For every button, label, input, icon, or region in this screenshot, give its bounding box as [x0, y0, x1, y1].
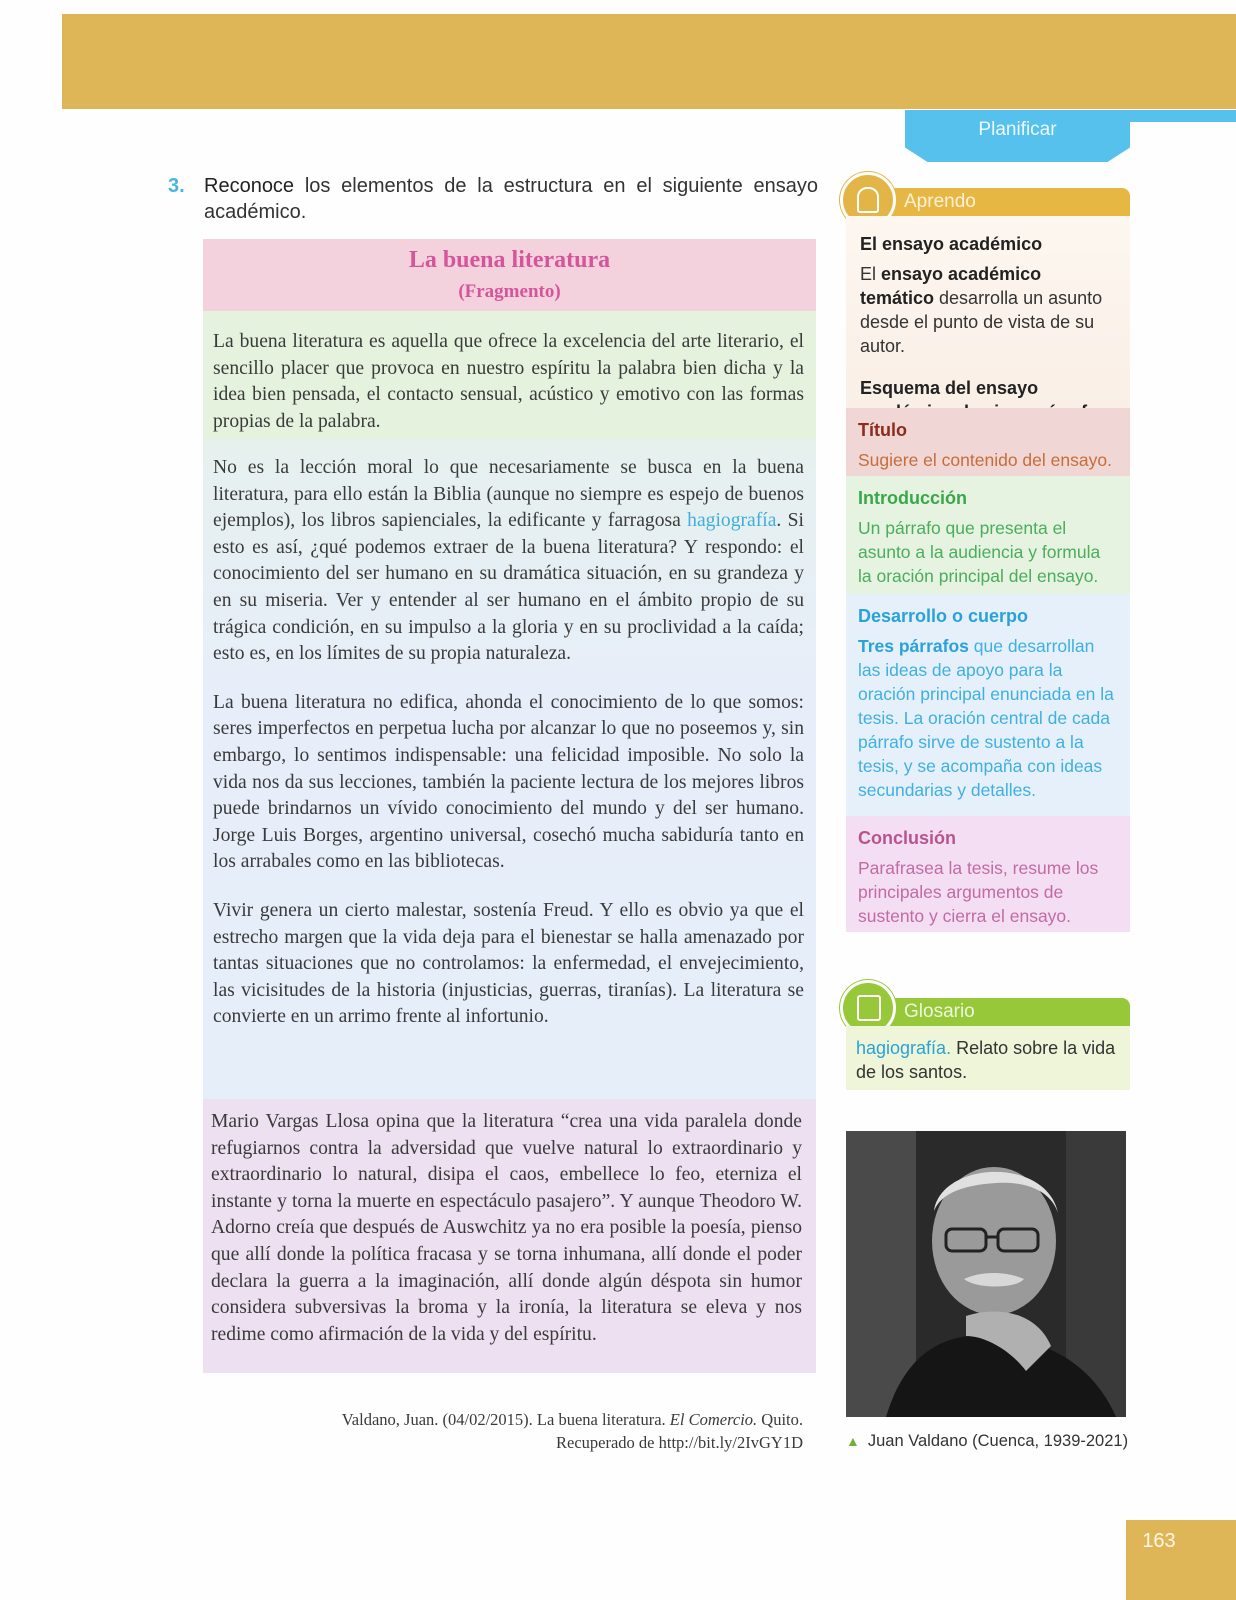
glosario-label: Glosario [904, 1001, 975, 1022]
exercise-instruction [168, 173, 818, 225]
glosario-box [846, 1026, 1130, 1090]
tab-strip [1130, 110, 1236, 122]
exercise-rest: los elementos de la estructura en el siguiente ensayo académico. [204, 175, 818, 223]
scheme-titulo [846, 408, 1130, 476]
page-number: 163 [1142, 1530, 1176, 1552]
photo-caption-text: Juan Valdano (Cuenca, 1939-2021) [867, 1432, 1129, 1450]
citation-city: Quito. [757, 1410, 803, 1429]
aprendo-heading: El ensayo académico [860, 234, 1043, 254]
citation-author: Valdano, Juan. (04/02/2015). La buena literatura. [341, 1410, 670, 1429]
essay-introduction-block [203, 311, 816, 439]
body1-text-a: No es la lección moral lo que necesariamente se busca en la buena literatura, para ello están la Biblia (aunque no siempre es espejo de buenos ejemplos), los libros sapienciales, la edificante y farragosa [213, 457, 804, 532]
exercise-verb: Reconoce [204, 175, 295, 197]
tab-planificar-label: Planificar [978, 119, 1057, 140]
essay-citation [203, 1408, 803, 1454]
scheme-conclusion [846, 816, 1130, 932]
citation-source: El Comercio. [669, 1410, 758, 1429]
scheme-introduccion-heading: Introducción [858, 488, 967, 508]
essay-body-paragraph-3: Vivir genera un cierto malestar, sostenía Freud. Y ello es obvio ya que el estrecho margen que la vida deja para el bienestar se halla amenazado por tantas situaciones que no controlamos: la enfermedad, el envejecimiento, las vicisitudes de la historia (injusticias, guerras, tiranías). La literatura se convierte en un arrimo frente al infortunio. [213, 899, 804, 1028]
citation-line-1 [203, 1408, 803, 1431]
scheme-introduccion-text: Un párrafo que presenta el asunto a la audiencia y formula la oración principal del ensayo. [858, 518, 1101, 586]
body1-text-b: . Si esto es así, ¿qué podemos extraer de la buena literatura? Y respondo: el conocimiento del ser humano en su dramática situación, en su grandeza y en su miseria. Ver y entender al ser humano en el ámbito propio de su trágica condición, en su impulso a la gloria y en su proclividad a la caída; esto es, en los límites de su propia naturaleza. [213, 510, 804, 665]
aprendo-text-bold: ensayo académico temático [860, 264, 1042, 308]
aprendo-text-prefix: El [860, 264, 882, 284]
glossary-term-link[interactable]: hagiografía [687, 510, 777, 532]
header-band [62, 14, 1236, 109]
glosario-definition: Relato sobre la vida de los santos. [856, 1038, 1116, 1082]
scheme-desarrollo-bold: Tres párrafos [858, 636, 969, 656]
essay [203, 239, 816, 1373]
aprendo-box [846, 216, 1130, 408]
photo-caption [846, 1432, 1128, 1451]
aprendo-text [860, 262, 1118, 358]
scheme-desarrollo-text [858, 634, 1118, 802]
essay-title: La buena literatura [408, 247, 611, 273]
author-photo [846, 1131, 1126, 1417]
scheme-heading: Esquema del ensayo [860, 378, 1039, 398]
exercise-text [204, 173, 818, 225]
essay-conclusion: Mario Vargas Llosa opina que la literatura “crea una vida paralela donde refugiarnos contra la adversidad que vuelve natural lo extraordinario y extraordinario lo natural, disipa el caos, embellece lo feo, eterniza el instante y torna la muerte en espectáculo pasajero”. Y aunque Theodoro W. Adorno creía que después de Auswchitz ya no era posible la poesía, pienso que allí donde la política fracasa y se torna inhumana, allí donde el poder declara la guerra a la imaginación, allí donde algún déspota sin humor considera subversivas la broma y la ironía, la literatura se eleva y nos redime como afirmación de la vida y del espíritu. [211, 1111, 802, 1345]
scheme-desarrollo-rest: que desarrollan las ideas de apoyo para la oración principal enunciada en la tesis. La oración central de cada párrafo sirve de sustento a la tesis, y se acompaña con ideas secundarias y detalles. [858, 636, 1114, 800]
scheme-desarrollo [846, 594, 1130, 816]
essay-body-paragraph-2: La buena literatura no edifica, ahonda el conocimiento de lo que somos: seres imperfectos en perpetua lucha por alcanzar lo que no poseemos y, sin embargo, lo sentimos indispensable: una felicidad imposible. No solo la vida nos da sus lecciones, también la paciente lectura de los mejores libros puede brindarnos un vívido conocimiento del mundo y del ser humano. Jorge Luis Borges, argentino universal, cosechó mucha sabiduría tanto en los arrabales como en las bibliotecas. [213, 691, 804, 873]
essay-introduction: La buena literatura es aquella que ofrece la excelencia del arte literario, el sencillo placer que provoca en nuestro espíritu la palabra bien dicha y la idea bien pensada, el contacto sensual, acústico y emotivo con las formas propias de la palabra. [213, 331, 804, 432]
citation-line-2: Recuperado de http://bit.ly/2IvGY1D [556, 1433, 803, 1452]
essay-conclusion-block [203, 1099, 816, 1373]
author-portrait-image [846, 1131, 1126, 1417]
essay-body-block [203, 439, 816, 1099]
scheme-desarrollo-heading: Desarrollo o cuerpo [858, 606, 1029, 626]
triangle-icon: ▲ [846, 1433, 860, 1449]
aprendo-text-suffix: desarrolla un asunto desde el punto de vista de su autor. [860, 288, 1103, 356]
essay-subtitle: (Fragmento) [458, 281, 561, 302]
scheme-introduccion [846, 476, 1130, 594]
exercise-number: 3. [168, 175, 185, 197]
glosario-term: hagiografía. [856, 1038, 952, 1058]
aprendo-label: Aprendo [904, 191, 976, 212]
essay-title-box [203, 239, 816, 311]
scheme-titulo-text: Sugiere el contenido del ensayo. [858, 450, 1112, 470]
scheme-conclusion-heading: Conclusión [858, 828, 956, 848]
scheme-conclusion-text: Parafrasea la tesis, resume los principales argumentos de sustento y cierra el ensayo. [858, 858, 1099, 926]
essay-body-paragraph-1 [213, 455, 804, 668]
scheme-titulo-heading: Título [858, 420, 907, 440]
